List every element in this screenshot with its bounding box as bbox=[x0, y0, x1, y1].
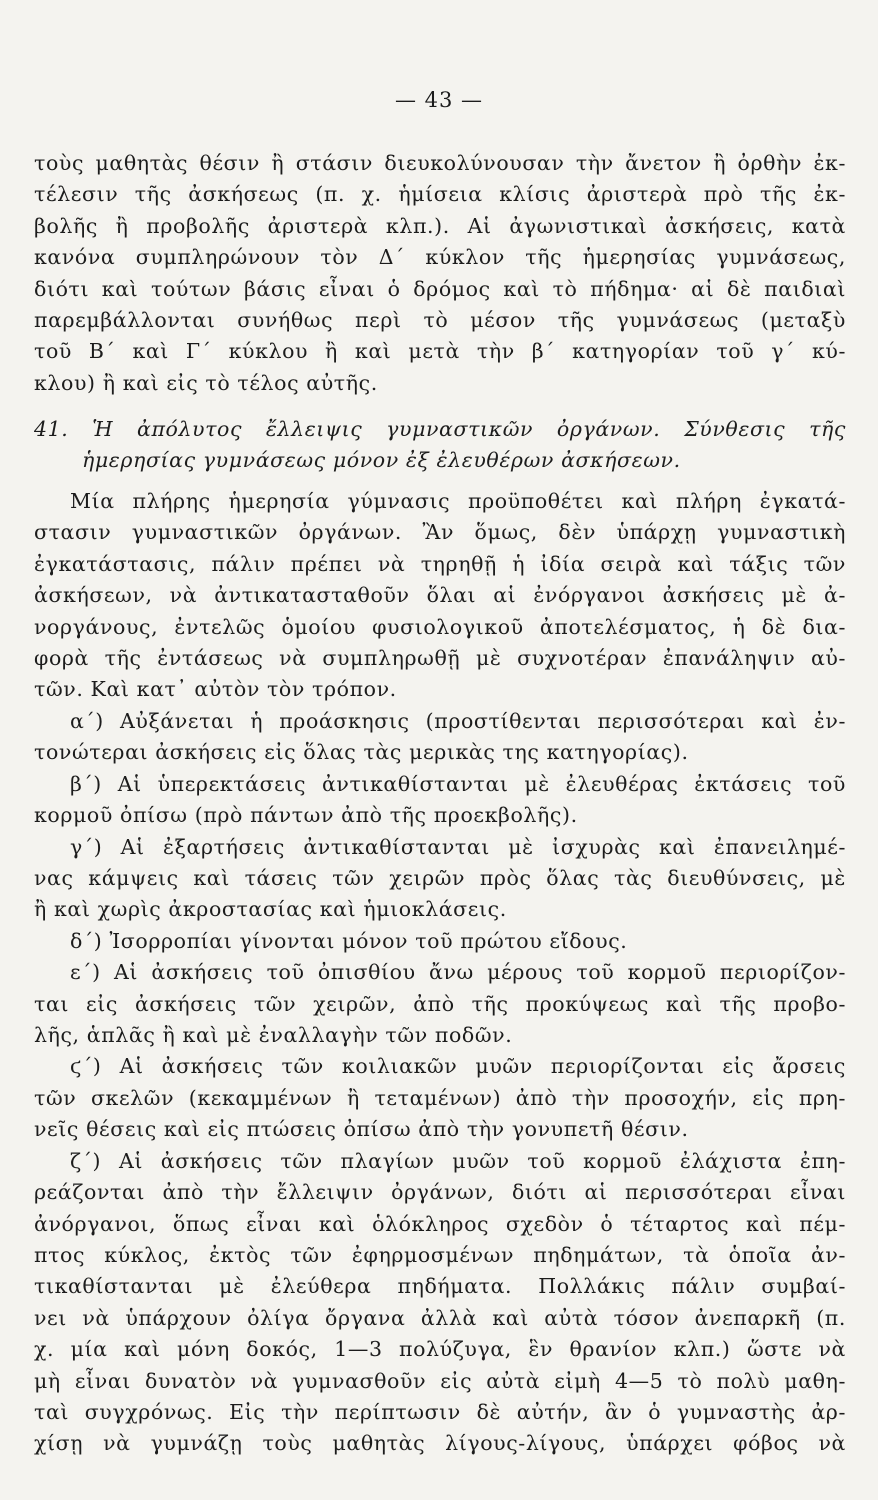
list-item-epsilon bbox=[34, 957, 846, 1051]
text-line: μὴ εἶναι δυνατὸν νὰ γυμνασθοῦν εἰς αὐτὰ εἰμὴ 4—5 τὸ πολὺ μαθη- bbox=[34, 1368, 846, 1393]
text-line: Μία πλήρης ἡμερησία γύμνασις προϋποθέτει καὶ πλήρη ἐγκατά- bbox=[70, 489, 846, 513]
text-line: δ´) Ἰσορροπίαι γίνονται μόνον τοῦ πρώτου εἴδους. bbox=[70, 928, 628, 953]
list-item-gamma bbox=[34, 832, 846, 926]
text-line: ται εἰς ἀσκήσεις τῶν χειρῶν, ἀπὸ τῆς προκύψεως καὶ τῆς προβο- bbox=[34, 991, 846, 1016]
text-line: νεῖς θέσεις καὶ εἰς πτώσεις ὀπίσω ἀπὸ τὴν γονυπετῆ θέσιν. bbox=[34, 1117, 689, 1142]
text-line: ε´) Αἱ ἀσκήσεις τοῦ ὀπισθίου ἄνω μέρους τοῦ κορμοῦ περιορίζον- bbox=[70, 960, 846, 985]
text-line: κλου) ἢ καὶ εἰς τὸ τέλος αὐτῆς. bbox=[34, 370, 378, 395]
text-line: διότι καὶ τούτων βάσις εἶναι ὁ δρόμος καὶ τὸ πήδημα· αἱ δὲ παιδιαὶ bbox=[34, 276, 846, 301]
list-item-delta bbox=[34, 926, 846, 957]
text-line: φορὰ τῆς ἐντάσεως νὰ συμπληρωθῇ μὲ συχνοτέραν ἐπανάληψιν αὐ- bbox=[34, 646, 846, 671]
heading-line: 41. Ἡ ἀπόλυτος ἔλλειψις γυμναστικῶν ὀργάνων. Σύνθεσις τῆς bbox=[34, 417, 846, 441]
text-line: γ´) Αἱ ἐξαρτήσεις ἀντικαθίστανται μὲ ἰσχυρὰς καὶ ἐπανειλημέ- bbox=[70, 834, 846, 859]
text-line: ἐγκατάστασις, πάλιν πρέπει νὰ τηρηθῇ ἡ ἰδία σειρὰ καὶ τάξις τῶν bbox=[34, 551, 846, 576]
list-item-zeta bbox=[34, 1146, 846, 1460]
paragraph-2 bbox=[34, 486, 846, 706]
text-line: νας κάμψεις καὶ τάσεις τῶν χειρῶν πρὸς ὅλας τὰς διευθύνσεις, μὲ bbox=[34, 866, 846, 891]
text-line: ἀσκήσεων, νὰ ἀντικατασταθοῦν ὅλαι αἱ ἐνόργανοι ἀσκήσεις μὲ ἀ- bbox=[34, 583, 846, 608]
text-line: βολῆς ἢ προβολῆς ἀριστερὰ κλπ.). Αἱ ἀγωνιστικαὶ ἀσκήσεις, κατὰ bbox=[34, 213, 846, 238]
text-line: ταὶ συγχρόνως. Εἰς τὴν περίπτωσιν δὲ αὐτήν, ἂν ὁ γυμναστὴς ἀρ- bbox=[34, 1399, 846, 1424]
paragraph-1 bbox=[34, 148, 846, 399]
text-line: τοῦ Β´ καὶ Γ´ κύκλου ἢ καὶ μετὰ τὴν β´ κατηγορίαν τοῦ γ´ κύ- bbox=[34, 339, 846, 364]
section-heading-41 bbox=[34, 414, 846, 477]
text-line: τονώτεραι ἀσκήσεις εἰς ὅλας τὰς μερικὰς της κατηγορίας). bbox=[34, 740, 689, 765]
text-line: στασιν γυμναστικῶν ὀργάνων. Ἂν ὅμως, δὲν ὑπάρχῃ γυμναστικὴ bbox=[34, 520, 846, 545]
text-line: κανόνα συμπληρώνουν τὸν Δ´ κύκλον τῆς ἡμερησίας γυμνάσεως, bbox=[34, 245, 846, 270]
page-number: — 43 — bbox=[394, 88, 484, 112]
text-line: τῶν σκελῶν (κεκαμμένων ἢ τεταμένων) ἀπὸ τὴν προσοχήν, εἰς πρη- bbox=[34, 1085, 846, 1110]
text-line: τῶν. Καὶ κατ᾽ αὐτὸν τὸν τρόπον. bbox=[34, 677, 397, 702]
text-line: παρεμβάλλονται συνήθως περὶ τὸ μέσον τῆς γυμνάσεως (μεταξὺ bbox=[34, 308, 846, 333]
text-line: χ. μία καὶ μόνη δοκός, 1—3 πολύζυγα, ἓν θρανίον κλπ.) ὥστε νὰ bbox=[34, 1337, 846, 1362]
text-line: τικαθίστανται μὲ ἐλεύθερα πηδήματα. Πολλάκις πάλιν συμβαί- bbox=[34, 1274, 846, 1299]
text-line: τέλεσιν τῆς ἀσκήσεως (π. χ. ἡμίσεια κλίσις ἀριστερὰ πρὸ τῆς ἐκ- bbox=[34, 182, 846, 207]
list-item-beta bbox=[34, 769, 846, 832]
text-line: λῆς, ἁπλᾶς ἢ καὶ μὲ ἐναλλαγὴν τῶν ποδῶν. bbox=[34, 1023, 513, 1048]
text-line: πτος κύκλος, ἐκτὸς τῶν ἐφηρμοσμένων πηδημάτων, τὰ ὁποῖα ἀν- bbox=[34, 1242, 846, 1267]
text-line: ἢ καὶ χωρὶς ἀκροστασίας καὶ ἡμιοκλάσεις. bbox=[34, 897, 507, 922]
text-line: κορμοῦ ὀπίσω (πρὸ πάντων ἀπὸ τῆς προεκβολῆς). bbox=[34, 803, 578, 828]
text-line: ἀνόργανοι, ὅπως εἶναι καὶ ὁλόκληρος σχεδὸν ὁ τέταρτος καὶ πέμ- bbox=[34, 1211, 846, 1236]
text-line: β´) Αἱ ὑπερεκτάσεις ἀντικαθίστανται μὲ ἐλευθέρας ἐκτάσεις τοῦ bbox=[70, 771, 846, 796]
heading-line: ἡμερησίας γυμνάσεως μόνον ἐξ ἐλευθέρων ἀσκήσεων. bbox=[82, 448, 681, 473]
list-item-stigma bbox=[34, 1051, 846, 1145]
text-line: τοὺς μαθητὰς θέσιν ἢ στάσιν διευκολύνουσαν τὴν ἄνετον ἢ ὀρθὴν ἐκ- bbox=[34, 151, 846, 175]
list-items bbox=[34, 706, 846, 1460]
list-item-alpha bbox=[34, 706, 846, 769]
text-line: α´) Αὐξάνεται ἡ προάσκησις (προστίθενται περισσότεραι καὶ ἐν- bbox=[70, 709, 846, 733]
text-line: ζ´) Αἱ ἀσκήσεις τῶν πλαγίων μυῶν τοῦ κορμοῦ ἐλάχιστα ἐπη- bbox=[70, 1148, 846, 1173]
text-line: νοργάνους, ἐντελῶς ὁμοίου φυσιολογικοῦ ἀποτελέσματος, ἡ δὲ δια- bbox=[34, 614, 846, 639]
text-line: χίσῃ νὰ γυμνάζῃ τοὺς μαθητὰς λίγους-λίγους, ὑπάρχει φόβος νὰ bbox=[34, 1431, 846, 1456]
text-line: ρεάζονται ἀπὸ τὴν ἔλλειψιν ὀργάνων, διότι αἱ περισσότεραι εἶναι bbox=[34, 1180, 846, 1205]
text-line: ϛ´) Αἱ ἀσκήσεις τῶν κοιλιακῶν μυῶν περιορίζονται εἰς ἄρσεις bbox=[70, 1054, 846, 1079]
text-line: νει νὰ ὑπάρχουν ὀλίγα ὄργανα ἀλλὰ καὶ αὐτὰ τόσον ἀνεπαρκῆ (π. bbox=[34, 1305, 846, 1330]
